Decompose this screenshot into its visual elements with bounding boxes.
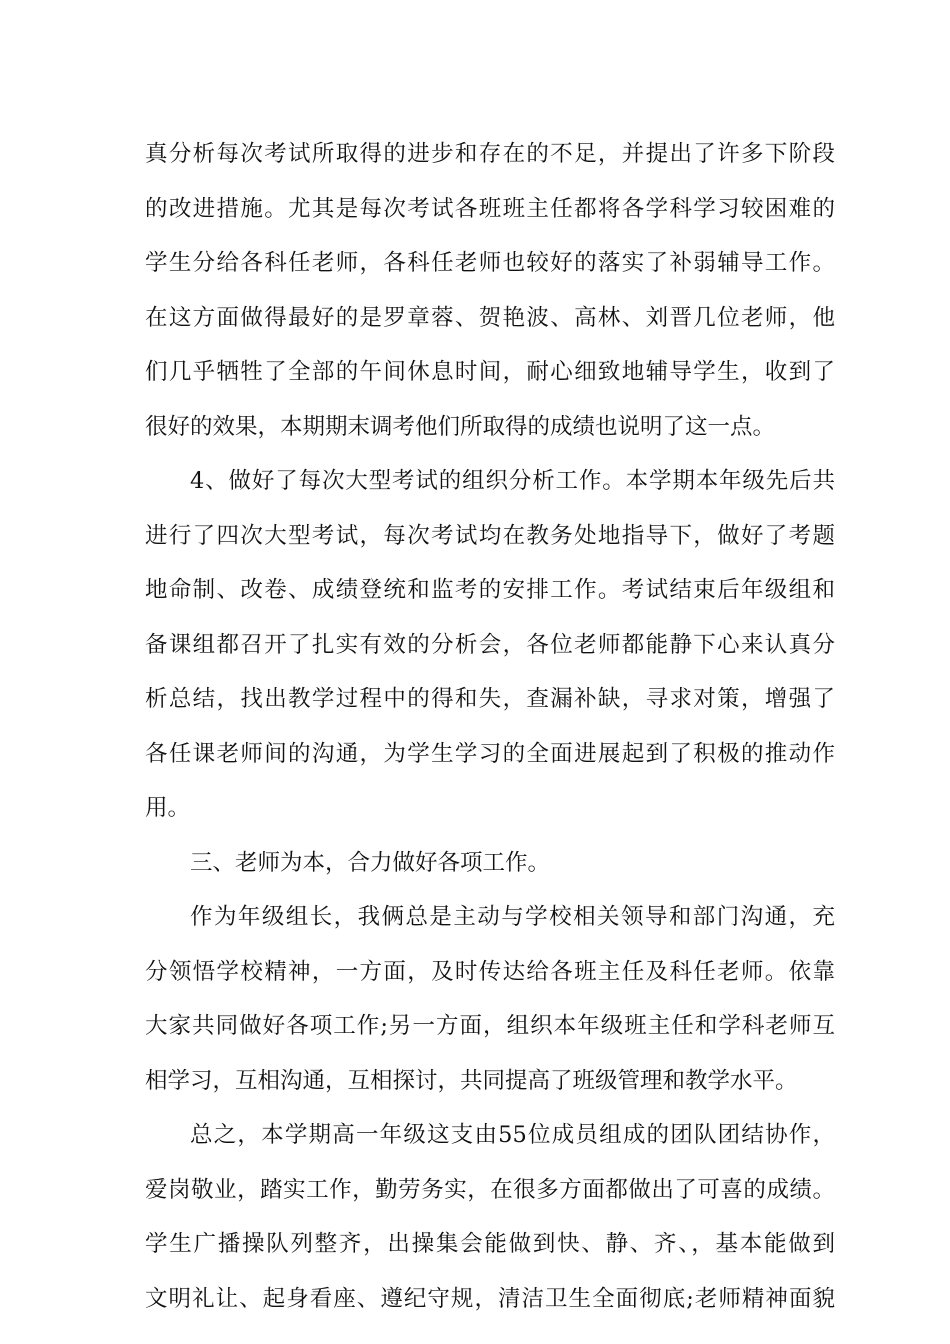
document-body bbox=[145, 127, 835, 1326]
document-text-line: 分领悟学校精神，一方面，及时传达给各班主任及科任老师。依靠 bbox=[145, 958, 835, 985]
document-text-line: 各任课老师间的沟通，为学生学习的全面进展起到了积极的推动作 bbox=[145, 740, 835, 767]
document-text-line: 学生分给各科任老师，各科任老师也较好的落实了补弱辅导工作。 bbox=[145, 250, 835, 276]
document-text-line: 的改进措施。尤其是每次考试各班班主任都将各学科学习较困难的 bbox=[145, 195, 835, 222]
document-text-line: 大家共同做好各项工作;另一方面，组织本年级班主任和学科老师互 bbox=[145, 1013, 835, 1039]
document-text-line: 文明礼让、起身看座、遵纪守规，清洁卫生全面彻底;老师精神面貌 bbox=[145, 1285, 835, 1312]
document-text-line: 们几乎牺牲了全部的午间休息时间，耐心细致地辅导学生，收到了 bbox=[145, 359, 835, 385]
document-text-line: 在这方面做得最好的是罗章蓉、贺艳波、高林、刘晋几位老师，他 bbox=[145, 304, 835, 331]
document-text-line: 相学习，互相沟通，互相探讨，共同提高了班级管理和教学水平。 bbox=[145, 1067, 798, 1094]
document-text-line: 总之，本学期高一年级这支由55位成员组成的团队团结协作， bbox=[190, 1122, 835, 1148]
document-text-line: 用。 bbox=[145, 795, 191, 821]
document-text-line: 析总结，找出教学过程中的得和失，查漏补缺，寻求对策，增强了 bbox=[145, 686, 835, 712]
document-text-line: 爱岗敬业，踏实工作，勤劳务实，在很多方面都做出了可喜的成绩。 bbox=[145, 1176, 835, 1203]
document-text-line: 学生广播操队列整齐，出操集会能做到快、静、齐、，基本能做到 bbox=[145, 1231, 835, 1257]
document-text-line: 三、老师为本，合力做好各项工作。 bbox=[190, 849, 551, 876]
document-text-line: 作为年级组长，我俩总是主动与学校相关领导和部门沟通，充 bbox=[190, 904, 835, 930]
document-text-line: 进行了四次大型考试，每次考试均在教务处地指导下，做好了考题 bbox=[145, 522, 835, 549]
document-text-line: 备课组都召开了扎实有效的分析会，各位老师都能静下心来认真分 bbox=[145, 631, 835, 658]
document-text-line: 4、做好了每次大型考试的组织分析工作。本学期本年级先后共 bbox=[190, 468, 835, 494]
document-text-line: 地命制、改卷、成绩登统和监考的安排工作。考试结束后年级组和 bbox=[145, 577, 835, 603]
document-text-line: 很好的效果，本期期末调考他们所取得的成绩也说明了这一点。 bbox=[145, 413, 776, 440]
document-text-line: 真分析每次考试所取得的进步和存在的不足，并提出了许多下阶段 bbox=[145, 141, 835, 167]
